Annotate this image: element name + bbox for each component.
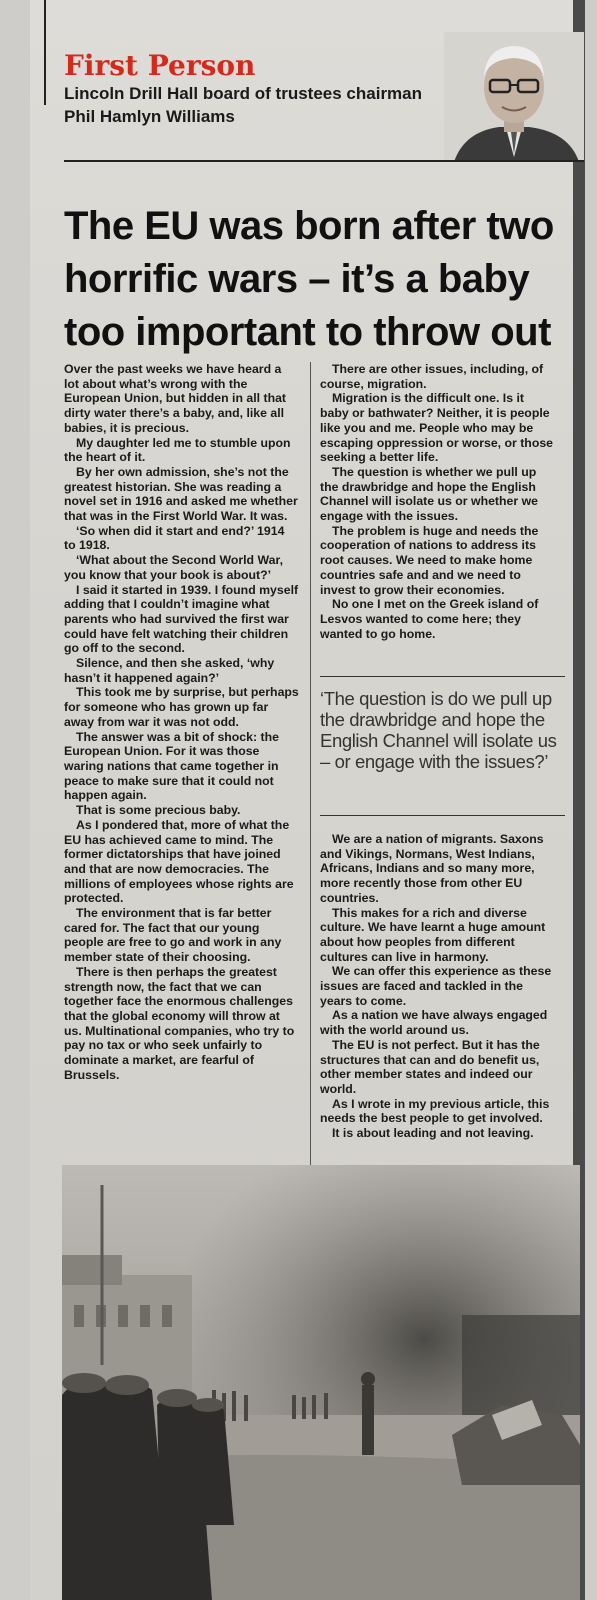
paragraph: Over the past weeks we have heard a lot about what’s wrong with the European Union, but hidden in all that dirty water there’s a baby, and, like all babies, it is precious. — [64, 362, 287, 435]
headline-line: The EU was born after two — [64, 203, 554, 248]
paragraph: As a nation we have always engaged with the world around us. — [320, 1008, 548, 1038]
author-portrait — [444, 32, 584, 162]
article-column-left — [64, 362, 299, 1082]
newspaper-page — [30, 0, 585, 1600]
paragraph: We can offer this experience as these issues are faced and tackled in the years to come. — [320, 964, 552, 1008]
paragraph: We are a nation of migrants. Saxons and Vikings, Normans, West Indians, Africans, Indians and so many more, more recently those from other EU countries. — [320, 832, 544, 905]
headline-line: too important to throw out — [64, 309, 551, 354]
paragraph: This makes for a rich and diverse culture. We have learnt a huge amount about how peoples from different cultures can live in harmony. — [320, 905, 546, 964]
paragraph: The EU is not perfect. But it has the structures that can and do benefit us, other member states and indeed our world. — [320, 1037, 540, 1096]
paragraph: ‘So when did it start and end?’ 1914 to 1918. — [64, 523, 285, 553]
header-rule — [64, 160, 584, 162]
paragraph: The question is whether we pull up the drawbridge and hope the English Channel will isolate us or whether we engage with the issues. — [320, 464, 538, 524]
paragraph: That is some precious baby. — [76, 803, 241, 818]
paragraph: I said it started in 1939. I found myself adding that I couldn’t imagine what parents who had survived the first war could have felt watching their children go off to the second. — [64, 582, 299, 656]
byline-name: Phil Hamlyn Williams — [64, 107, 235, 126]
article-header — [64, 50, 584, 160]
paragraph: It is about leading and not leaving. — [332, 1126, 534, 1141]
column-divider — [310, 362, 311, 1172]
pullquote: ‘The question is do we pull up the drawbridge and hope the English Channel will isolate us – or engage with the issues?’ — [320, 688, 557, 772]
paragraph: As I wrote in my previous article, this needs the best people to get involved. — [320, 1096, 550, 1126]
paragraph: No one I met on the Greek island of Lesvos wanted to come here; they wanted to go home. — [320, 597, 539, 641]
headline — [64, 200, 564, 359]
paragraph: Silence, and then she asked, ‘why hasn’t it happened again?’ — [64, 656, 275, 685]
article-column-right-top — [320, 362, 555, 641]
paragraph: My daughter led me to stumble upon the heart of it. — [64, 435, 291, 465]
headline-line: horrific wars – it’s a baby — [64, 256, 530, 301]
section-kicker: First Person — [64, 49, 256, 82]
wartime-street-photo — [62, 1165, 580, 1600]
paragraph: As I pondered that, more of what the EU has achieved came to mind. The former dictatorships that have joined and that are now democracies. The millions of employees whose rights are protected. — [64, 817, 294, 906]
pullquote-rule-bottom — [320, 815, 565, 816]
paragraph: This took me by surprise, but perhaps for someone who has grown up far away from war it was not odd. — [64, 685, 299, 729]
paragraph: There are other issues, including, of course, migration. — [320, 362, 544, 391]
paragraph: ‘What about the Second World War, you know that your book is about?’ — [64, 553, 283, 582]
paragraph: The answer was a bit of shock: the European Union. For it was those waring nations that came together in peace to make sure that it could not happen again. — [64, 729, 279, 803]
paragraph: By her own admission, she’s not the greatest historian. She was reading a novel set in 1916 and asked me whether that was in the First World War. It was. — [64, 464, 298, 524]
paragraph: Migration is the difficult one. Is it baby or bathwater? Neither, it is people like you and me. People who may be escaping oppression or worse, or those seeking a better life. — [320, 391, 554, 465]
article-column-right-bottom — [320, 832, 555, 1141]
paragraph: The problem is huge and needs the cooperation of nations to address its root causes. We need to make home countries safe and and we need to invest to grow their economies. — [320, 523, 539, 597]
byline-role: Lincoln Drill Hall board of trustees chairman — [64, 84, 423, 103]
paragraph: The environment that is far better cared for. The fact that our young people are free to go and work in any member state of their choosing. — [64, 906, 282, 965]
paragraph: There is then perhaps the greatest strength now, the fact that we can together face the enormous challenges that the global economy will throw at us. Multinational companies, who try to pay no tax or who seek unfairly to dominate a market, are fearful of Brussels. — [64, 964, 295, 1082]
pullquote-rule-top — [320, 676, 565, 677]
column-rule — [44, 0, 46, 105]
